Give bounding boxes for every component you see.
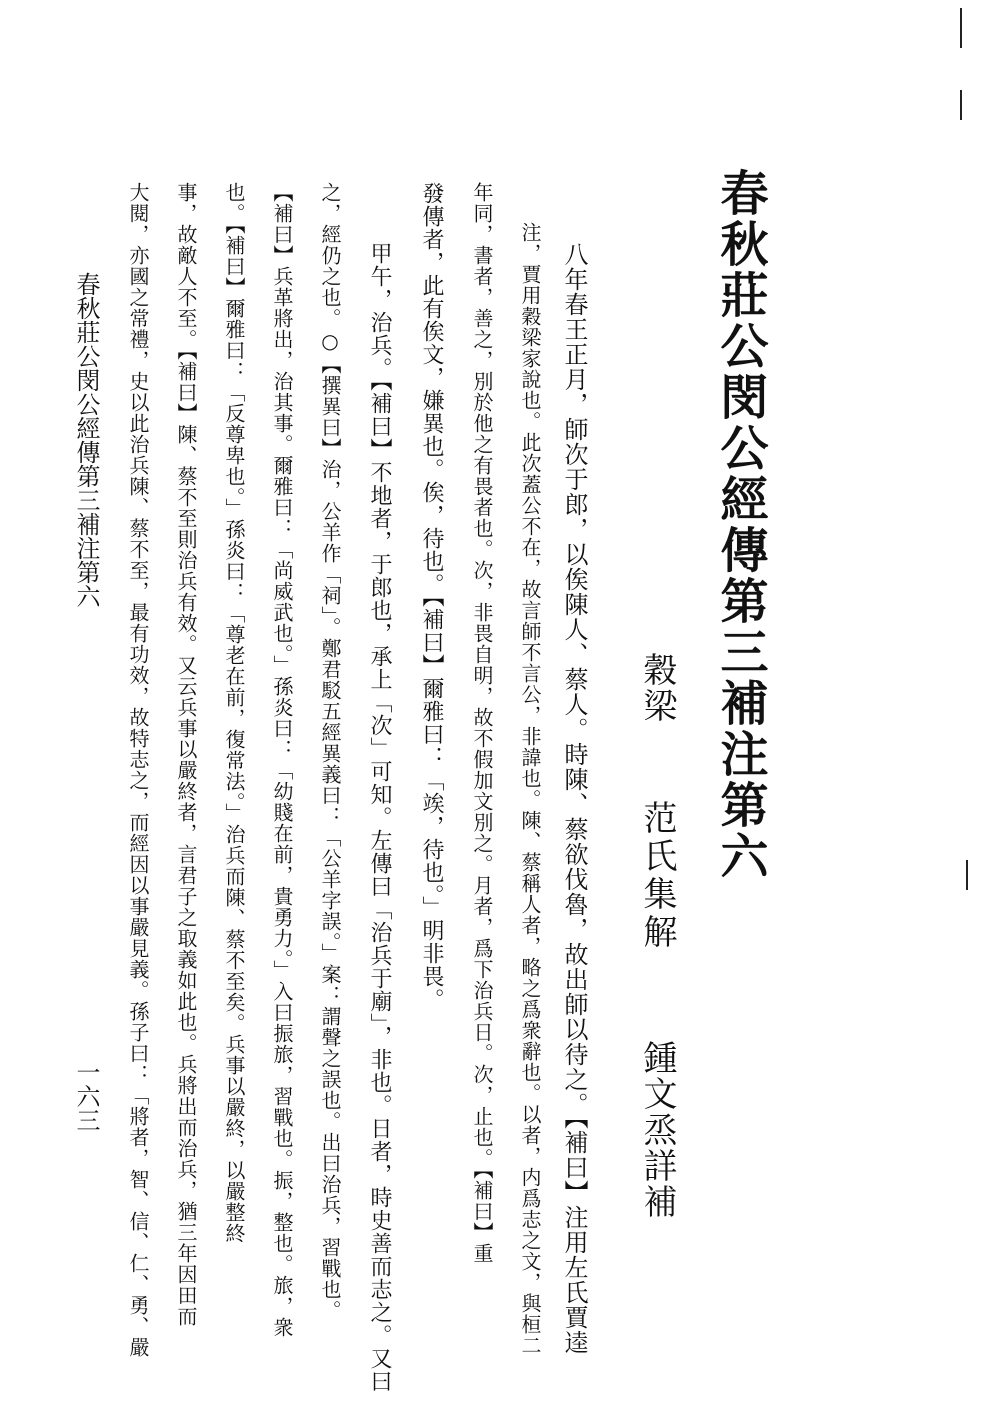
scan-edge-mark [966,860,968,890]
text-column: 年同，書者，善之，別於他之有畏者也。次，非畏自明，故不假加文別之。月者，爲下治兵日。次，止也。【補曰】重 [470,182,494,1264]
supplement-author-line: 鍾文烝詳補 [637,1040,677,1220]
text-column: 之，經仍之也。○【撰異曰】治，公羊作「祠」。鄭君駁五經異義曰：「公羊字誤。」案：謂聲之誤也。出曰治兵，習戰也。 [318,182,342,1321]
text-column: 【補曰】兵革將出，治其事。爾雅曰：「尚威武也。」孫炎曰：「幼賤在前，貴勇力。」入曰振旅，習戰也。振，整也。旅，衆 [270,182,294,1338]
text-column: 八年春王正月，師次于郎，以俟陳人、蔡人。時陳、蔡欲伐魯，故出師以待之。【補曰】注用左氏賈逵 [560,242,588,1355]
text-column: 事，故敵人不至。【補曰】陳、蔡不至則治兵有效。又云兵事以嚴終者，言君子之取義如此也。兵將出而治兵，猶三年因田而 [174,182,198,1327]
author-line: 范氏集解 [637,800,677,952]
text-column: 甲午，治兵。【補曰】不地者，于郎也，承上「次」可知。左傳曰「治兵于廟」，非也。日者，時史善而志之。又曰 [367,242,392,1393]
scan-edge-mark [960,8,962,48]
scan-edge-mark [960,90,962,120]
commentary-name: 穀梁 [637,652,677,724]
text-column: 注，賈用穀梁家說也。此次蓋公不在，故言師不言公，非諱也。陳、蔡稱人者，略之爲衆辭也。以者，内爲志之文，與桓二 [518,222,542,1356]
text-column: 也。【補曰】爾雅曰：「反尊卑也。」孫炎曰：「尊老在前，復常法。」治兵而陳、蔡不至矣。兵事以嚴終，以嚴整終 [222,182,246,1244]
page-title: 春秋莊公閔公經傳第三補注第六 [712,168,768,882]
running-title: 春秋莊公閔公經傳第三補注第六 [72,272,100,608]
text-column: 發傳者，此有俟文，嫌異也。俟，待也。【補曰】爾雅曰：「竢，待也。」明非畏。 [419,182,444,1011]
text-column: 大閱，亦國之常禮，史以此治兵陳、蔡不至，最有功效，故特志之，而經因以事嚴見義。孫子曰：「將者，智、信、仁、勇、嚴 [126,182,150,1358]
page-number: 一六三 [72,1060,100,1132]
